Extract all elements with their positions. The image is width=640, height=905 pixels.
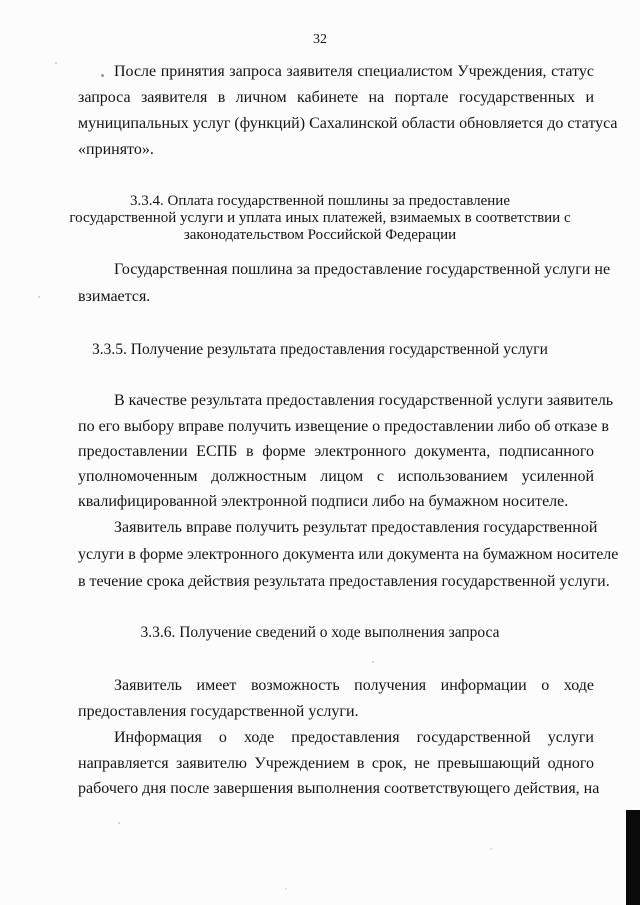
scan-speck (118, 822, 120, 824)
paragraph-result-line-4: уполномоченным должностным лицом с использованием усиленной (78, 468, 594, 485)
paragraph-status-line-1: После принятия запроса заявителя специалистом Учреждения, статус (114, 63, 594, 80)
paragraph-status-line-3: муниципальных услуг (функций) Сахалинской области обновляется до статуса (78, 115, 618, 132)
heading-3-3-6: 3.3.6. Получение сведений о ходе выполнения запроса (140, 624, 500, 641)
paragraph-result-line-5: квалифицированной электронной подписи либо на бумажном носителе. (78, 493, 569, 510)
heading-3-3-4-line-2: государственной услуги и уплата иных платежей, взимаемых в соответствии с (69, 210, 571, 226)
paragraph-result-line-3: предоставлении ЕСПБ в форме электронного документа, подписанного (78, 443, 594, 460)
paragraph-info-line-1: Заявитель имеет возможность получения информации о ходе (114, 677, 594, 694)
heading-3-3-4-line-1: 3.3.4. Оплата государственной пошлины за предоставление (130, 193, 510, 209)
paragraph-result-line-2: по его выбору вправе получить извещение о предоставлении либо об отказе в (78, 418, 609, 435)
heading-3-3-4-line-3: законодательством Российской Федерации (183, 227, 457, 243)
paragraph-result-line-1: В качестве результата предоставления государственной услуги заявитель (114, 392, 614, 409)
paragraph-status-line-4: «принято». (78, 141, 154, 158)
paragraph-receive-line-3: в течение срока действия результата предоставления государственной услуги. (78, 573, 610, 590)
scan-edge-bar (626, 810, 640, 905)
paragraph-receive-line-2: услуги в форме электронного документа или документа на бумажном носителе (78, 546, 619, 563)
scan-speck (372, 661, 374, 663)
paragraph-info-line-2: предоставления государственной услуги. (78, 703, 359, 720)
scan-speck (490, 848, 492, 850)
paragraph-duty-line-1: Государственная пошлина за предоставление государственной услуги не (114, 261, 611, 278)
page-number: 32 (313, 32, 327, 47)
scan-speck (55, 62, 57, 64)
paragraph-progress-line-2: направляется заявителю Учреждением в срок, не превышающий одного (78, 755, 594, 772)
paragraph-progress-line-1: Информация о ходе предоставления государственной услуги (114, 729, 594, 746)
heading-3-3-5: 3.3.5. Получение результата предоставления государственной услуги (92, 341, 548, 358)
paragraph-duty-line-2: взимается. (78, 288, 151, 305)
scan-speck (101, 74, 104, 77)
scan-speck (285, 888, 287, 890)
paragraph-status-line-2: запроса заявителя в личном кабинете на портале государственных и (78, 89, 594, 106)
scan-speck (38, 296, 40, 298)
paragraph-progress-line-3: рабочего дня после завершения выполнения соответствующего действия, на (78, 780, 600, 797)
paragraph-receive-line-1: Заявитель вправе получить результат предоставления государственной (114, 519, 598, 536)
